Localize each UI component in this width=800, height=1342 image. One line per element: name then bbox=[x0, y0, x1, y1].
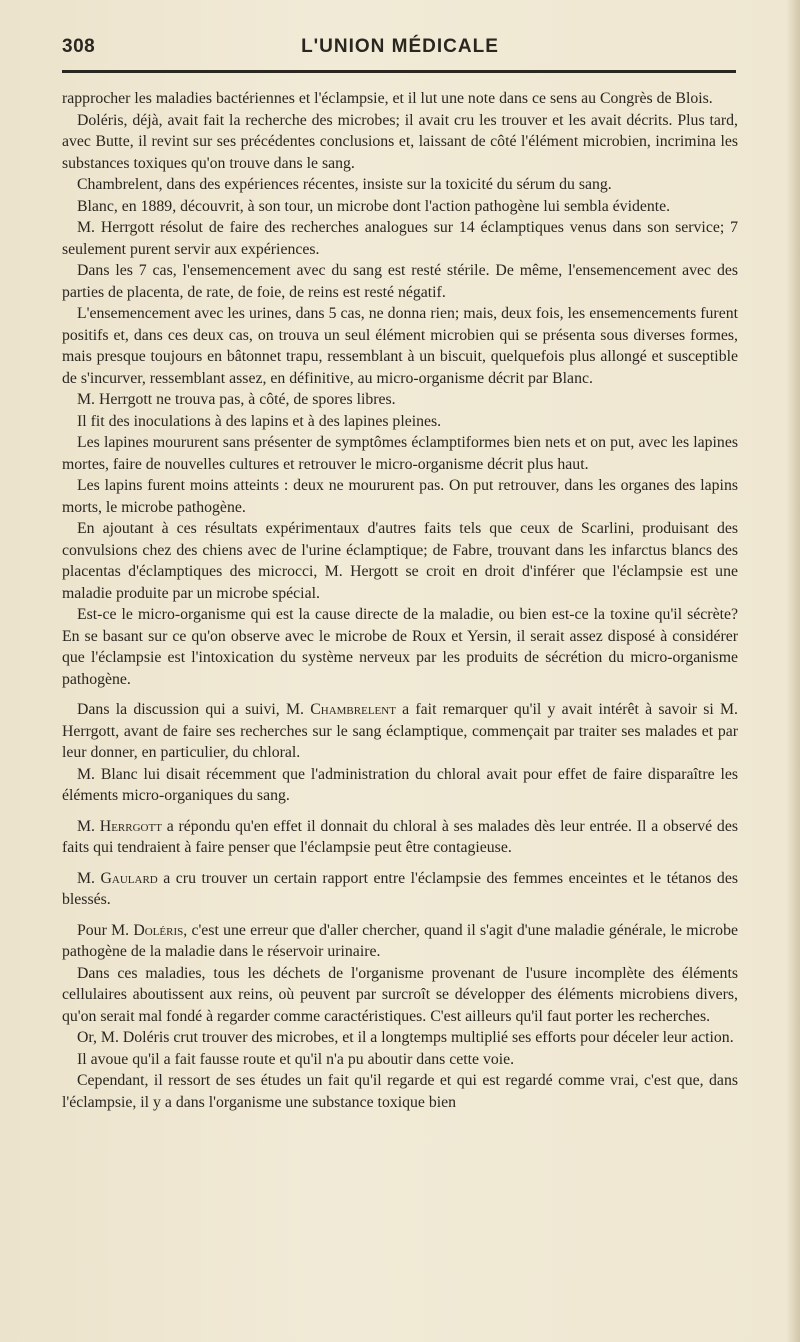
paragraph: Est-ce le micro-organisme qui est la cause directe de la maladie, ou bien est-ce la toxine qu'il sécrète? En se basant sur ce qu'on observe avec le microbe de Roux et Yersin, il serait assez disposé à considérer que l'éclampsie est l'intoxication du système nerveux par les produits de sécrétion du micro-organisme pathogène. bbox=[62, 606, 738, 688]
text-run: Dans la discussion qui a suivi, M. bbox=[77, 701, 311, 718]
paragraph: M. Herrgott résolut de faire des recherches analogues sur 14 éclamptiques venus dans son service; 7 seulement purent servir aux expériences. bbox=[62, 219, 738, 258]
text-run: a cru trouver un certain rapport entre l'éclampsie des femmes enceintes et le tétanos des blessés. bbox=[62, 869, 738, 908]
paragraph: Dans ces maladies, tous les déchets de l'organisme provenant de l'usure incomplète des éléments cellulaires aboutissent aux reins, où peuvent par surcroît se développer des éléments microbiens divers, qu'on serait mal fondé à regarder comme caractéristiques. C'est ailleurs qu'il faut porter les recherches. bbox=[62, 964, 738, 1025]
header-rule bbox=[62, 70, 736, 73]
discussion-paragraph bbox=[62, 920, 738, 963]
paragraph: M. Blanc lui disait récemment que l'administration du chloral avait pour effet de faire disparaître les éléments micro-organiques du sang. bbox=[62, 765, 738, 804]
text-run: M. bbox=[77, 817, 100, 835]
speaker-name: Herrgott bbox=[99, 817, 162, 835]
body-text bbox=[62, 88, 738, 1113]
paragraph: Cependant, il ressort de ses études un fait qu'il regarde et qui est regardé comme vrai, c'est que, dans l'éclampsie, il y a dans l'organisme une substance toxique bien bbox=[62, 1072, 738, 1111]
text-run: M. bbox=[77, 869, 101, 887]
paragraph: Il fit des inoculations à des lapins et à des lapines pleines. bbox=[77, 412, 442, 430]
paragraph: M. Herrgott ne trouva pas, à côté, de spores libres. bbox=[77, 391, 396, 408]
paragraph: rapprocher les maladies bactériennes et l'éclampsie, et il lut une note dans ce sens au Congrès de Blois. bbox=[62, 90, 713, 107]
speaker-name: Chambrelent bbox=[310, 701, 396, 718]
page-number: 308 bbox=[62, 36, 96, 57]
discussion-paragraph bbox=[62, 699, 738, 764]
paragraph: Il avoue qu'il a fait fausse route et qu'il n'a pu aboutir dans cette voie. bbox=[77, 1050, 515, 1068]
paragraph: L'ensemencement avec les urines, dans 5 cas, ne donna rien; mais, deux fois, les ensemencements furent positifs et, dans ces deux cas, on trouva un seul élément microbien qui se présenta sous diverses formes, mais presque toujours en bâtonnet trapu, ressemblant à un biscuit, quelquefois plus allongé et susceptible de s'incurver, ressemblant assez, en définitive, au micro-organisme décrit par Blanc. bbox=[62, 305, 738, 387]
speaker-name: Doléris bbox=[133, 921, 184, 939]
paragraph: Blanc, en 1889, découvrit, à son tour, un microbe dont l'action pathogène lui sembla évidente. bbox=[77, 197, 671, 215]
paragraph: Doléris, déjà, avait fait la recherche des microbes; il avait cru les trouver et les avait décrits. Plus tard, avec Butte, il revint sur ses précédentes conclusions et, laissant de côté l'élément microbien, incrimina les substances toxiques qu'on trouve dans le sang. bbox=[62, 111, 738, 172]
paragraph: En ajoutant à ces résultats expérimentaux d'autres faits tels que ceux de Scarlini, produisant des convulsions chez des chiens avec de l'urine éclamptique; de Fabre, trouvant dans les infarctus blancs des placentas d'éclamptiques des microcci, M. Hergott se croit en droit d'inférer que l'éclampsie est une maladie produite par un microbe spécial. bbox=[62, 520, 738, 602]
paragraph: Les lapines moururent sans présenter de symptômes éclamptiformes bien nets et on put, avec les lapines mortes, faire de nouvelles cultures et retrouver le micro-organisme décrit plus haut. bbox=[62, 434, 738, 473]
speaker-name: Gaulard bbox=[100, 869, 158, 887]
text-run: a répondu qu'en effet il donnait du chloral à ses malades dès leur entrée. Il a observé des faits qui tendraient à faire penser que l'éclampsie peut être contagieuse. bbox=[62, 817, 738, 856]
page-header bbox=[62, 36, 738, 62]
text-run: , c'est une erreur que d'aller chercher, quand il s'agit d'une maladie générale, le microbe pathogène de la maladie dans le réservoir urinaire. bbox=[62, 921, 738, 960]
text-run: Pour M. bbox=[77, 921, 134, 939]
paragraph: Or, M. Doléris crut trouver des microbes, et il a longtemps multiplié ses efforts pour déceler leur action. bbox=[77, 1029, 734, 1046]
page-edge-shadow bbox=[786, 0, 800, 1342]
paragraph: Dans les 7 cas, l'ensemencement avec du sang est resté stérile. De même, l'ensemencement avec des parties de placenta, de rate, de foie, de reins est resté négatif. bbox=[62, 262, 738, 301]
paragraph: Les lapins furent moins atteints : deux ne moururent pas. On put retrouver, dans les organes des lapins morts, le microbe pathogène. bbox=[62, 477, 738, 516]
discussion-paragraph bbox=[62, 868, 738, 911]
discussion-paragraph bbox=[62, 816, 738, 859]
running-title: L'UNION MÉDICALE bbox=[301, 36, 499, 57]
text-run: a fait remarquer qu'il y avait intérêt à savoir si M. Herrgott, avant de faire ses recherches sur le sang éclamptique, commençait par traiter ses malades et par leur donner, en particulier, du chloral. bbox=[62, 701, 738, 761]
paragraph: Chambrelent, dans des expériences récentes, insiste sur la toxicité du sérum du sang. bbox=[77, 176, 612, 193]
